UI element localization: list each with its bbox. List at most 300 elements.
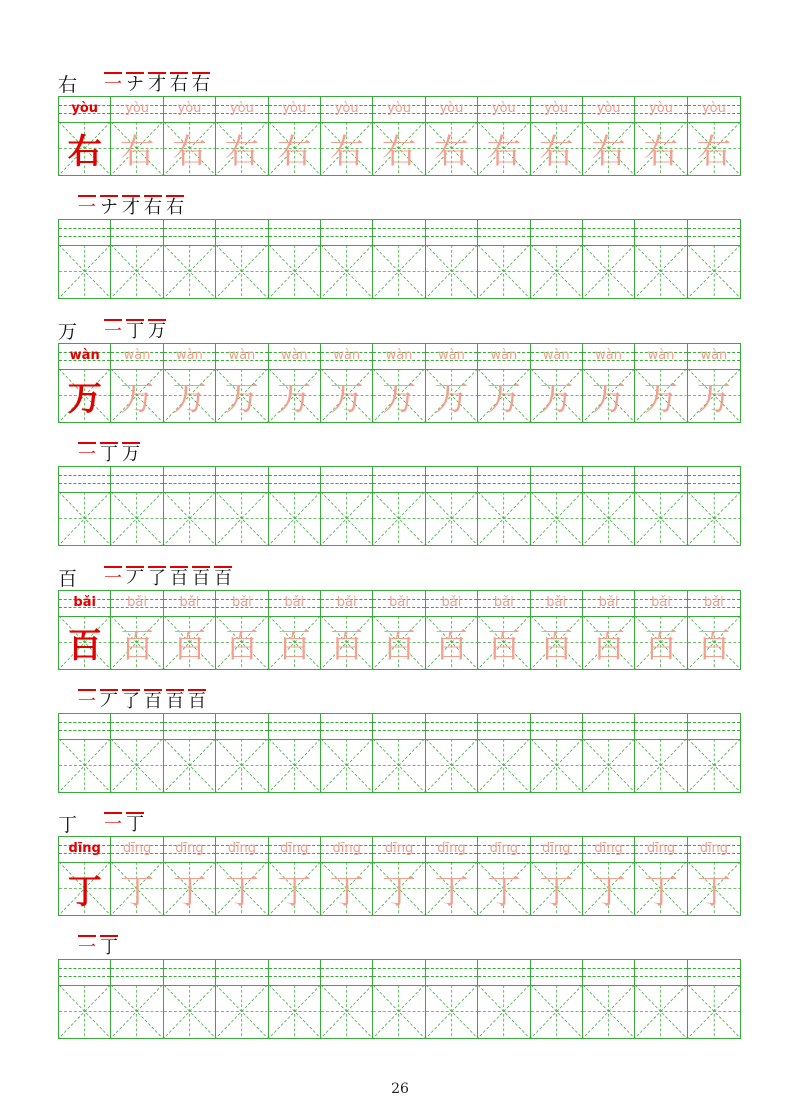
- page-number: 26: [391, 1081, 409, 1097]
- writing-cell[interactable]: [583, 467, 635, 545]
- writing-cell[interactable]: [583, 960, 635, 1038]
- pinyin-trace: bǎi: [493, 595, 514, 610]
- character-trace: 丁: [382, 872, 417, 912]
- stroke-order-header: [58, 438, 140, 468]
- pinyin-trace: wàn: [385, 348, 413, 363]
- writing-cell[interactable]: [111, 467, 163, 545]
- blank-grid: [58, 466, 741, 546]
- pinyin-lines: [478, 467, 529, 493]
- stroke-step: 一: [78, 443, 96, 465]
- pinyin-lines: [321, 220, 372, 246]
- stroke-order-header: [58, 191, 184, 221]
- pinyin-lines: [583, 960, 634, 986]
- character-trace: 丁: [591, 872, 626, 912]
- character-trace: 右: [277, 132, 312, 172]
- pinyin-trace: bǎi: [389, 595, 409, 610]
- character-trace: 万: [277, 379, 312, 419]
- pinyin-lines: [426, 960, 477, 986]
- mizi-guide: [321, 985, 372, 1038]
- writing-cell[interactable]: [583, 220, 635, 298]
- writing-cell[interactable]: [688, 714, 740, 792]
- mizi-guide: [426, 739, 477, 792]
- writing-cell[interactable]: [216, 220, 268, 298]
- pinyin-lines: [426, 467, 477, 493]
- mizi-guide: [321, 492, 372, 545]
- pinyin-trace: dīng: [437, 841, 466, 856]
- pinyin-trace: yòu: [387, 101, 411, 116]
- stroke-step: 丁: [126, 320, 144, 342]
- writing-cell[interactable]: [269, 220, 321, 298]
- writing-cell[interactable]: [59, 220, 111, 298]
- pinyin-lines: [59, 220, 110, 246]
- pinyin-lines: [269, 467, 320, 493]
- character-trace: 右: [696, 132, 731, 172]
- character-trace: 万: [329, 379, 364, 419]
- pinyin-lines: [164, 220, 215, 246]
- writing-cell: [426, 344, 478, 422]
- writing-cell[interactable]: [531, 714, 583, 792]
- pinyin-trace: wàn: [490, 348, 518, 363]
- character-trace: 万: [172, 379, 207, 419]
- writing-cell[interactable]: [426, 467, 478, 545]
- character-trace: 百: [382, 626, 417, 666]
- writing-cell: [583, 591, 635, 669]
- stroke-step: 才: [122, 196, 140, 218]
- writing-cell: [216, 344, 268, 422]
- pinyin-trace: wàn: [280, 348, 308, 363]
- character-trace: 万: [643, 379, 678, 419]
- writing-cell[interactable]: [426, 220, 478, 298]
- mizi-guide: [426, 492, 477, 545]
- pinyin-trace: dīng: [227, 841, 257, 856]
- stroke-step: 百: [166, 690, 184, 712]
- writing-cell[interactable]: [59, 714, 111, 792]
- writing-cell[interactable]: [478, 467, 530, 545]
- character-trace: 万: [224, 379, 259, 419]
- mizi-guide: [688, 245, 740, 298]
- stroke-step: 右: [166, 196, 184, 218]
- writing-cell: [688, 97, 740, 175]
- writing-cell[interactable]: [269, 467, 321, 545]
- pinyin-trace: yòu: [596, 101, 621, 116]
- blank-practice-block: [58, 931, 741, 1041]
- mizi-guide: [321, 739, 372, 792]
- character-trace: 右: [591, 132, 626, 172]
- stroke-order: [104, 566, 232, 589]
- character-trace: 百: [120, 626, 155, 666]
- mizi-guide: [583, 985, 634, 1038]
- character-model: 百: [67, 626, 102, 666]
- practice-block: [58, 315, 741, 425]
- stroke-step: 一: [104, 567, 122, 589]
- writing-cell[interactable]: [111, 220, 163, 298]
- character-trace: 右: [539, 132, 574, 172]
- pinyin-trace: dīng: [542, 841, 571, 856]
- mizi-guide: [688, 739, 740, 792]
- writing-cell: [269, 591, 321, 669]
- character-model: 丁: [67, 872, 102, 912]
- writing-cell[interactable]: [688, 467, 740, 545]
- writing-cell: [321, 344, 373, 422]
- character-trace: 右: [643, 132, 678, 172]
- pinyin-lines: [59, 714, 110, 740]
- character-trace: 丁: [643, 872, 678, 912]
- writing-cell[interactable]: [635, 960, 687, 1038]
- pinyin-lines: [688, 220, 740, 246]
- writing-cell: [635, 344, 687, 422]
- mizi-guide: [373, 985, 424, 1038]
- writing-cell[interactable]: [635, 467, 687, 545]
- pinyin-trace: yòu: [229, 101, 254, 116]
- stroke-step: ナ: [126, 73, 144, 95]
- character-trace: 右: [172, 132, 207, 172]
- mizi-guide: [583, 492, 634, 545]
- pinyin-lines: [478, 960, 529, 986]
- stroke-step: 丁: [100, 936, 118, 958]
- tracing-grid: [58, 590, 741, 670]
- mizi-guide: [164, 739, 215, 792]
- writing-cell[interactable]: [688, 960, 740, 1038]
- stroke-step: 丆: [100, 690, 118, 712]
- mizi-guide: [583, 739, 634, 792]
- character-trace: 右: [434, 132, 469, 172]
- writing-cell[interactable]: [426, 960, 478, 1038]
- mizi-guide: [111, 985, 162, 1038]
- pinyin-lines: [583, 220, 634, 246]
- character-trace: 百: [172, 626, 207, 666]
- stroke-step: 了: [122, 690, 140, 712]
- mizi-guide: [111, 739, 162, 792]
- pinyin-trace: yòu: [282, 101, 307, 116]
- writing-cell: [111, 591, 163, 669]
- pinyin-trace: wàn: [333, 348, 361, 363]
- stroke-step: 万: [122, 443, 140, 465]
- stroke-order: [104, 812, 144, 835]
- character-trace: 百: [434, 626, 469, 666]
- character-label: 右: [58, 73, 78, 96]
- writing-cell[interactable]: [478, 220, 530, 298]
- writing-cell: [531, 837, 583, 915]
- writing-cell[interactable]: [216, 467, 268, 545]
- pinyin-lines: [478, 220, 529, 246]
- pinyin-trace: bǎi: [651, 595, 671, 610]
- pinyin-trace: dīng: [332, 841, 361, 856]
- character-label: 丁: [58, 813, 78, 836]
- pinyin-lines: [59, 960, 110, 986]
- mizi-guide: [478, 739, 529, 792]
- stroke-order: [78, 689, 206, 712]
- writing-cell: [59, 97, 111, 175]
- writing-cell: [59, 837, 111, 915]
- character-trace: 万: [434, 379, 469, 419]
- stroke-step: 一: [78, 936, 96, 958]
- writing-cell: [164, 591, 216, 669]
- practice-block: [58, 808, 741, 918]
- pinyin-lines: [635, 220, 686, 246]
- pinyin-lines: [269, 960, 320, 986]
- pinyin-trace: yòu: [177, 101, 202, 116]
- character-trace: 百: [277, 626, 312, 666]
- practice-header: [58, 68, 210, 98]
- tracing-grid: [58, 836, 741, 916]
- stroke-order: [104, 72, 210, 95]
- character-trace: 丁: [696, 872, 731, 912]
- writing-cell[interactable]: [373, 714, 425, 792]
- pinyin-lines: [635, 714, 686, 740]
- writing-cell: [426, 591, 478, 669]
- pinyin-trace: bǎi: [336, 595, 357, 610]
- mizi-guide: [635, 985, 686, 1038]
- stroke-step: 一: [78, 196, 96, 218]
- pinyin-lines: [688, 960, 740, 986]
- writing-cell[interactable]: [531, 467, 583, 545]
- stroke-order-header: [58, 931, 118, 961]
- writing-cell[interactable]: [216, 714, 268, 792]
- pinyin-lines: [426, 220, 477, 246]
- writing-cell[interactable]: [111, 960, 163, 1038]
- pinyin-trace: dīng: [699, 841, 729, 856]
- writing-cell[interactable]: [373, 960, 425, 1038]
- pinyin-lines: [216, 714, 267, 740]
- pinyin-lines: [216, 960, 267, 986]
- pinyin-lines: [635, 960, 686, 986]
- writing-cell[interactable]: [583, 714, 635, 792]
- pinyin-trace: bǎi: [598, 595, 619, 610]
- writing-cell[interactable]: [373, 467, 425, 545]
- mizi-guide: [688, 492, 740, 545]
- pinyin-lines: [59, 467, 110, 493]
- writing-cell: [59, 344, 111, 422]
- stroke-step: 一: [104, 73, 122, 95]
- character-trace: 右: [382, 132, 417, 172]
- pinyin-model: bǎi: [73, 595, 96, 610]
- mizi-guide: [111, 492, 162, 545]
- pinyin-lines: [688, 467, 740, 493]
- character-trace: 右: [329, 132, 364, 172]
- character-trace: 丁: [539, 872, 574, 912]
- writing-cell: [321, 837, 373, 915]
- writing-cell[interactable]: [688, 220, 740, 298]
- pinyin-trace: dīng: [646, 841, 676, 856]
- mizi-guide: [164, 245, 215, 298]
- pinyin-lines: [478, 714, 529, 740]
- stroke-step: 丆: [126, 567, 144, 589]
- mizi-guide: [59, 492, 110, 545]
- writing-cell[interactable]: [269, 960, 321, 1038]
- stroke-step: 百: [170, 567, 188, 589]
- writing-cell: [635, 591, 687, 669]
- mizi-guide: [216, 739, 267, 792]
- blank-practice-block: [58, 685, 741, 795]
- blank-grid: [58, 713, 741, 793]
- writing-cell: [688, 837, 740, 915]
- mizi-guide: [478, 492, 529, 545]
- writing-cell[interactable]: [426, 714, 478, 792]
- character-trace: 丁: [277, 872, 312, 912]
- writing-cell: [478, 837, 530, 915]
- character-trace: 丁: [224, 872, 259, 912]
- character-label: 百: [58, 567, 78, 590]
- pinyin-trace: wàn: [176, 348, 203, 363]
- practice-header: [58, 562, 232, 592]
- writing-cell[interactable]: [321, 220, 373, 298]
- stroke-step: 一: [104, 813, 122, 835]
- pinyin-lines: [111, 467, 162, 493]
- character-trace: 万: [382, 379, 417, 419]
- pinyin-lines: [373, 960, 424, 986]
- blank-practice-block: [58, 191, 741, 301]
- writing-cell: [531, 591, 583, 669]
- pinyin-trace: yòu: [701, 101, 726, 116]
- pinyin-lines: [373, 467, 424, 493]
- stroke-step: 了: [148, 567, 166, 589]
- stroke-step: ナ: [100, 196, 118, 218]
- writing-cell[interactable]: [164, 714, 216, 792]
- character-trace: 百: [486, 626, 521, 666]
- writing-cell: [216, 591, 268, 669]
- writing-cell: [583, 344, 635, 422]
- practice-block: [58, 562, 741, 672]
- mizi-guide: [531, 985, 582, 1038]
- character-trace: 丁: [120, 872, 155, 912]
- writing-cell[interactable]: [635, 714, 687, 792]
- stroke-step: 百: [192, 567, 210, 589]
- character-trace: 丁: [172, 872, 207, 912]
- mizi-guide: [531, 492, 582, 545]
- mizi-guide: [164, 492, 215, 545]
- pinyin-trace: dīng: [175, 841, 204, 856]
- writing-cell[interactable]: [111, 714, 163, 792]
- character-trace: 百: [643, 626, 678, 666]
- pinyin-trace: yòu: [334, 101, 359, 116]
- pinyin-trace: bǎi: [703, 595, 724, 610]
- mizi-guide: [269, 985, 320, 1038]
- writing-cell[interactable]: [478, 960, 530, 1038]
- writing-cell: [373, 591, 425, 669]
- character-trace: 丁: [486, 872, 521, 912]
- tracing-grid: [58, 96, 741, 176]
- character-model: 万: [67, 379, 102, 419]
- character-trace: 万: [696, 379, 731, 419]
- mizi-guide: [373, 492, 424, 545]
- writing-cell: [583, 837, 635, 915]
- writing-cell[interactable]: [164, 220, 216, 298]
- pinyin-trace: yòu: [125, 101, 150, 116]
- writing-cell: [373, 344, 425, 422]
- character-trace: 万: [120, 379, 155, 419]
- character-trace: 百: [224, 626, 259, 666]
- mizi-guide: [321, 245, 372, 298]
- writing-cell[interactable]: [164, 960, 216, 1038]
- writing-cell[interactable]: [59, 960, 111, 1038]
- mizi-guide: [59, 985, 110, 1038]
- writing-cell: [216, 97, 268, 175]
- pinyin-lines: [583, 467, 634, 493]
- writing-cell[interactable]: [478, 714, 530, 792]
- writing-cell[interactable]: [635, 220, 687, 298]
- writing-cell[interactable]: [373, 220, 425, 298]
- writing-cell[interactable]: [321, 714, 373, 792]
- writing-cell: [478, 97, 530, 175]
- writing-cell: [688, 344, 740, 422]
- writing-cell: [583, 97, 635, 175]
- writing-cell: [478, 591, 530, 669]
- pinyin-lines: [164, 714, 215, 740]
- writing-cell[interactable]: [216, 960, 268, 1038]
- pinyin-lines: [111, 960, 162, 986]
- writing-cell: [111, 837, 163, 915]
- writing-cell: [164, 97, 216, 175]
- pinyin-lines: [635, 467, 686, 493]
- mizi-guide: [635, 245, 686, 298]
- writing-cell: [269, 97, 321, 175]
- mizi-guide: [635, 492, 686, 545]
- pinyin-lines: [373, 220, 424, 246]
- practice-header: [58, 808, 144, 838]
- pinyin-trace: bǎi: [546, 595, 567, 610]
- pinyin-lines: [321, 714, 372, 740]
- mizi-guide: [373, 739, 424, 792]
- writing-cell: [531, 344, 583, 422]
- writing-cell[interactable]: [164, 467, 216, 545]
- mizi-guide: [635, 739, 686, 792]
- writing-cell[interactable]: [321, 960, 373, 1038]
- blank-practice-block: [58, 438, 741, 548]
- pinyin-lines: [531, 220, 582, 246]
- writing-cell[interactable]: [59, 467, 111, 545]
- pinyin-trace: yòu: [544, 101, 569, 116]
- character-trace: 丁: [329, 872, 364, 912]
- writing-cell[interactable]: [531, 220, 583, 298]
- character-trace: 右: [486, 132, 521, 172]
- mizi-guide: [269, 739, 320, 792]
- pinyin-trace: dīng: [594, 841, 623, 856]
- pinyin-trace: dīng: [489, 841, 518, 856]
- stroke-step: 一: [78, 690, 96, 712]
- character-label: 万: [58, 320, 78, 343]
- pinyin-trace: dīng: [122, 841, 152, 856]
- stroke-step: 右: [170, 73, 188, 95]
- stroke-order: [104, 319, 166, 342]
- pinyin-trace: wàn: [123, 348, 151, 363]
- pinyin-lines: [164, 467, 215, 493]
- tracing-grid: [58, 343, 741, 423]
- pinyin-lines: [426, 714, 477, 740]
- pinyin-lines: [531, 714, 582, 740]
- character-trace: 百: [329, 626, 364, 666]
- writing-cell: [688, 591, 740, 669]
- mizi-guide: [426, 985, 477, 1038]
- writing-cell[interactable]: [321, 467, 373, 545]
- practice-block: [58, 68, 741, 178]
- writing-cell[interactable]: [531, 960, 583, 1038]
- writing-cell: [269, 344, 321, 422]
- mizi-guide: [531, 739, 582, 792]
- mizi-guide: [111, 245, 162, 298]
- pinyin-lines: [164, 960, 215, 986]
- writing-cell: [321, 591, 373, 669]
- writing-cell: [216, 837, 268, 915]
- pinyin-lines: [111, 714, 162, 740]
- pinyin-model: yòu: [71, 101, 99, 116]
- pinyin-lines: [583, 714, 634, 740]
- writing-cell[interactable]: [269, 714, 321, 792]
- blank-grid: [58, 959, 741, 1039]
- writing-cell: [373, 97, 425, 175]
- pinyin-model: wàn: [69, 348, 100, 363]
- character-model: 右: [67, 132, 102, 172]
- pinyin-trace: dīng: [280, 841, 309, 856]
